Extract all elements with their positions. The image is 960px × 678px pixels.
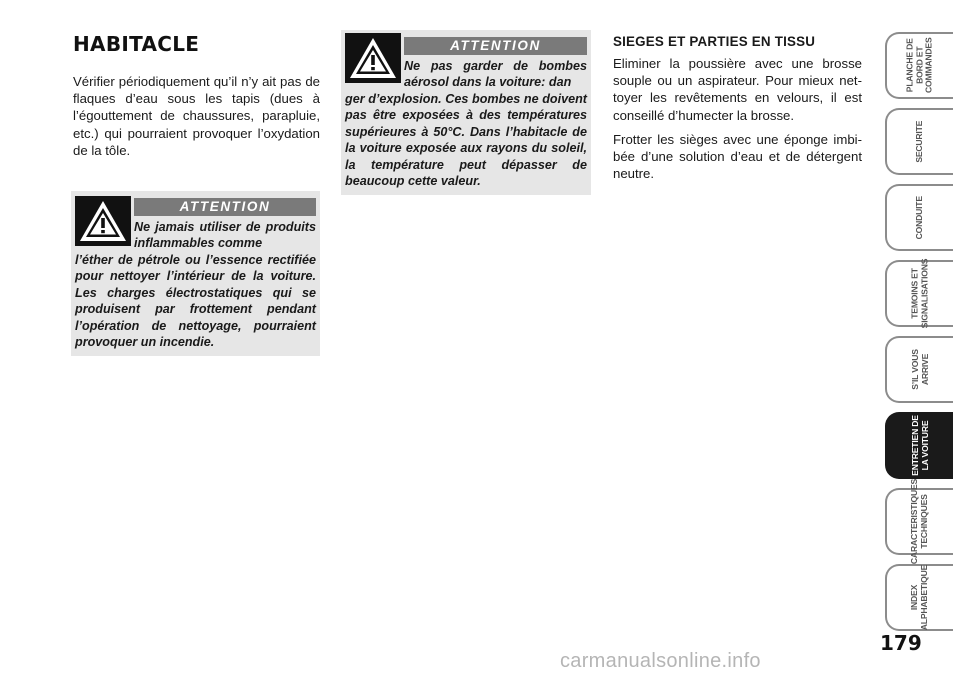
warning-triangle-icon [345, 33, 401, 83]
attention-banner: ATTENTION [134, 198, 316, 216]
warning-text-body: ger d’explosion. Ces bombes ne doivent pas être exposées à des températures supérieures à 50°C. Dans l’habitacle de la voiture exposée aux rayons du soleil, la température peut dépasser de beaucoup cette valeur. [345, 92, 587, 189]
tab-planche-de-bord[interactable]: PLANCHE DE BORD ET COMMANDES [885, 32, 953, 99]
habitacle-paragraph: Vérifier périodiquement qu’il n’y ait pas de flaques d’eau sous les tapis (dues à l’égouttement de chaussures, parapluie, etc.) qui pourraient provoquer l’oxydation de la tôle. [73, 74, 320, 158]
tab-temoins[interactable]: TEMOINS ET SIGNALISATIONS [885, 260, 953, 327]
section-title-sieges: SIEGES ET PARTIES EN TISSU [613, 34, 816, 49]
section-title-habitacle: HABITACLE [73, 32, 200, 56]
warning-text-body: l’éther de pétrole ou l’essence rectifiée pour nettoyer l’intérieur de la voiture. Les charges électrostatiques qui se produisent par frottement pendant l’opération de nettoyage, pourraient provoquer un incendie. [75, 253, 316, 350]
sieges-paragraph-2: Frotter les sièges avec une éponge imbibée d’une solution d’eau et de détergent neutre. [613, 131, 862, 182]
warning-triangle-icon [75, 196, 131, 246]
sieges-paragraph-1: Eliminer la poussière avec une brosse souple ou un aspirateur. Pour mieux nettoyer les revêtements en velours, il est conseillé d’humecter la brosse. [613, 56, 862, 123]
tab-sil-vous-arrive[interactable]: S’IL VOUS ARRIVE [885, 336, 953, 403]
warning-box-aerosol [341, 30, 591, 195]
tab-conduite[interactable]: CONDUITE [885, 184, 953, 251]
habitacle-section [73, 32, 320, 159]
watermark: carmanualsonline.info [560, 650, 761, 672]
warning-box-inflammables [71, 191, 320, 356]
tab-securite[interactable]: SECURITE [885, 108, 953, 175]
attention-banner: ATTENTION [404, 37, 587, 55]
tab-index[interactable]: INDEX ALPHABETIQUE [885, 564, 953, 631]
page-number: 179 [880, 631, 922, 655]
sieges-section [613, 34, 862, 182]
tab-caracteristiques[interactable]: CARACTERISTIQUES TECHNIQUES [885, 488, 953, 555]
warning-text-lead: Ne jamais utiliser de produits inflammables comme [134, 220, 316, 251]
warning-text-lead: Ne pas garder de bombes aérosol dans la voiture: dan [404, 59, 587, 90]
tab-entretien[interactable]: ENTRETIEN DE LA VOITURE [885, 412, 953, 479]
